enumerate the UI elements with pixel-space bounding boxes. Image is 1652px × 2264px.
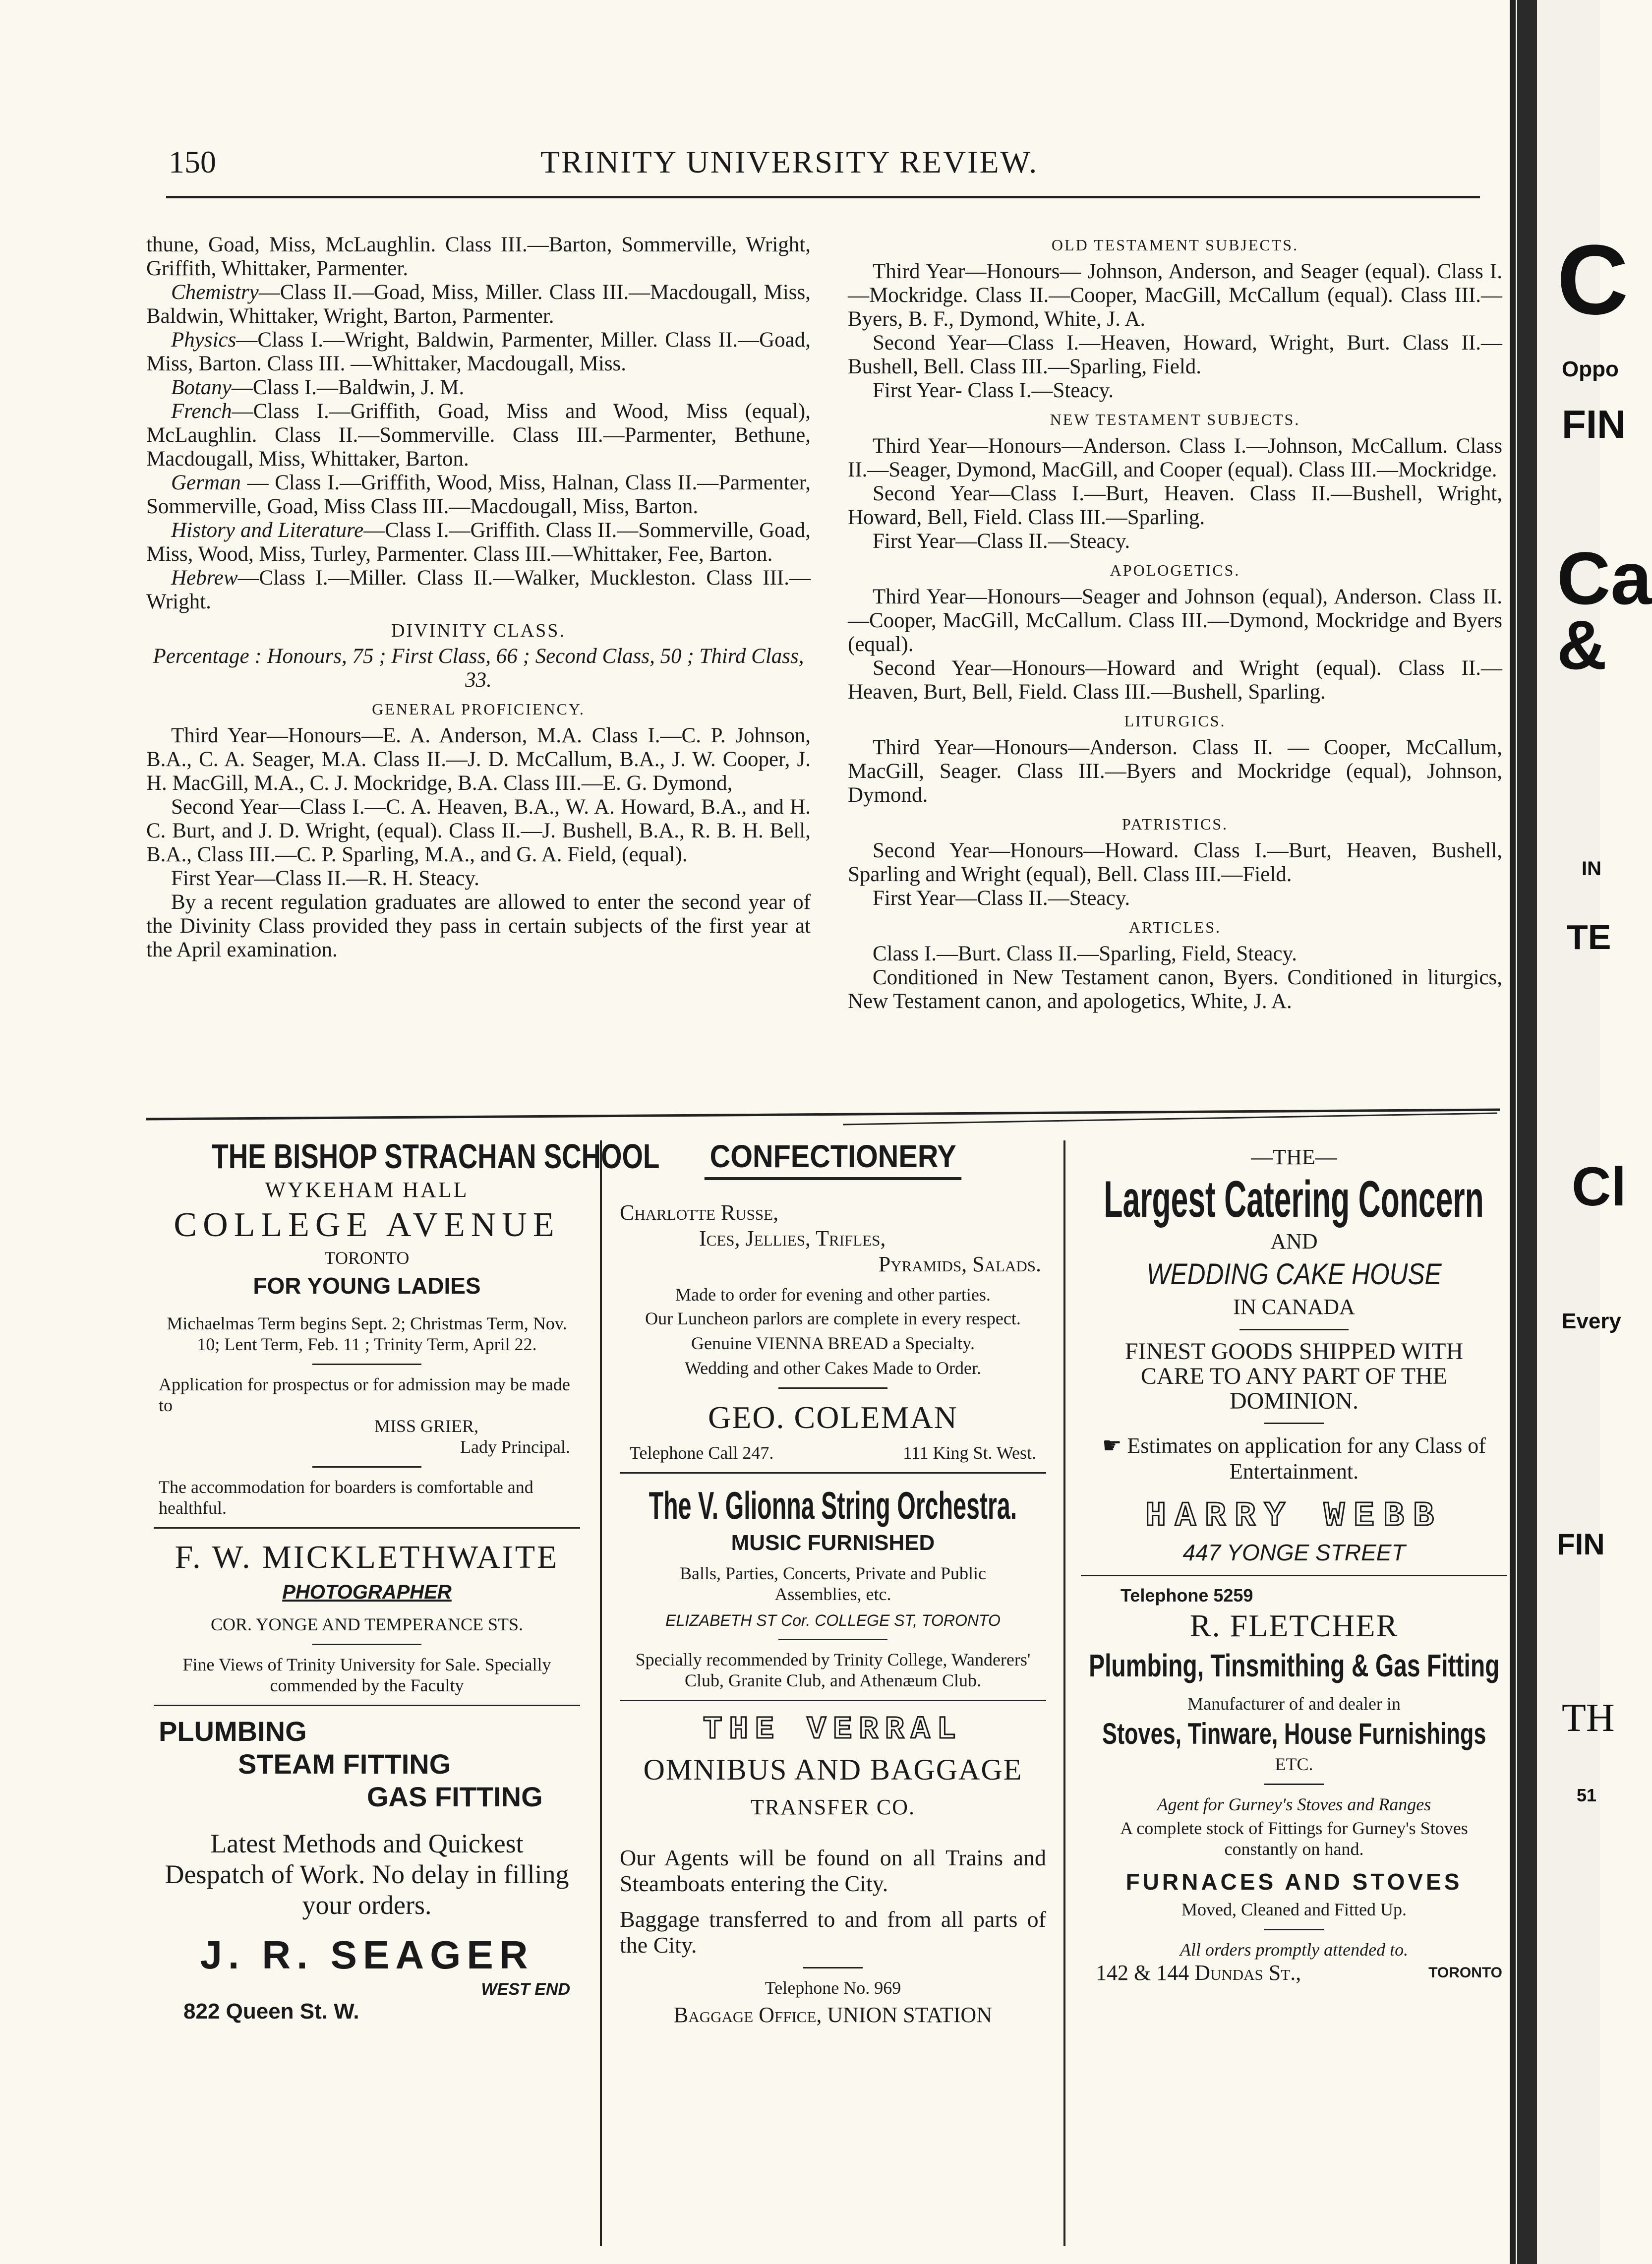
ad-text: All orders promptly attended to. <box>1180 1940 1409 1960</box>
ad-name: R. FLETCHER <box>1189 1608 1399 1643</box>
ad-name: HARRY WEBB <box>1145 1497 1443 1536</box>
adjoining-page-edge <box>1537 0 1600 2264</box>
edge-fragment: & <box>1557 606 1607 684</box>
divider <box>312 1644 421 1645</box>
ad-line: STEAM FITTING <box>238 1748 451 1780</box>
chemistry-results <box>146 281 811 328</box>
french-results <box>146 400 811 471</box>
subject-results: —Class I.—Baldwin, J. M. <box>231 376 465 399</box>
paragraph: First Year—Class II.—R. H. Steacy. <box>171 867 479 890</box>
ad-column-rule <box>1063 1140 1065 2246</box>
edge-fragment: FIN <box>1557 1528 1605 1561</box>
subject-results: —Class I.—Miller. Class II.—Walker, Muckleston. Class III.—Wright. <box>146 566 811 613</box>
divider <box>1264 1784 1324 1785</box>
ad-line: Pyramids, Salads. <box>878 1252 1041 1276</box>
edge-fragment: Oppo <box>1562 357 1619 381</box>
ad-company: TRANSFER CO. <box>750 1795 916 1819</box>
subject-results: —Class I.—Griffith, Goad, Miss and Wood, Miss (equal), McLaughlin. Class II.—Sommerville. Class III.—Parmenter, Bethune, Macdougall, Miss, Whittaker, Barton. <box>146 400 811 471</box>
section-heading: NEW TESTAMENT SUBJECTS. <box>1050 411 1300 428</box>
subject-label: German <box>171 471 241 494</box>
ad-text: Wedding and other Cakes Made to Order. <box>685 1358 981 1378</box>
ad-name: GEO. COLEMAN <box>708 1400 958 1435</box>
ad-subtitle: WEDDING CAKE HOUSE <box>1146 1257 1442 1291</box>
ad-text: Our Luncheon parlors are complete in every respect. <box>645 1309 1021 1328</box>
subject-label: Botany <box>171 376 232 399</box>
ad-subtitle: WYKEHAM HALL <box>265 1178 469 1202</box>
ad-column-middle <box>615 1135 1051 2028</box>
right-text-column <box>848 233 1502 1013</box>
paragraph: Third Year—Honours—Anderson. Class I.—Johnson, McCallum. Class II.—Seager, Dymond, MacGill, and Cooper (equal). Class III.—Mockridge. <box>848 434 1502 481</box>
paragraph: thune, Goad, Miss, McLaughlin. Class III.—Barton, Sommerville, Wright, Griffith, Whittaker, Parmenter. <box>146 233 811 280</box>
edge-fragment: Cl <box>1572 1156 1626 1217</box>
section-divider-rule <box>146 1108 1500 1120</box>
german-results <box>146 471 811 519</box>
section-heading: DIVINITY CLASS. <box>391 620 566 641</box>
ad-kicker: —THE— <box>1251 1145 1337 1169</box>
verral-ad <box>615 1710 1051 2028</box>
percentage-line: Percentage : Honours, 75 ; First Class, 66 ; Second Class, 50 ; Third Class, 33. <box>153 645 804 692</box>
ad-application: Application for prospectus or for admission may be made to <box>159 1374 570 1415</box>
harry-webb-ad <box>1076 1144 1512 1566</box>
paragraph: First Year—Class II.—Steacy. <box>873 530 1130 553</box>
ad-tagline: MUSIC FURNISHED <box>731 1531 935 1555</box>
ad-street: COLLEGE AVENUE <box>174 1206 560 1244</box>
ad-name: J. R. SEAGER <box>200 1933 534 1977</box>
physics-results <box>146 328 811 376</box>
section-heading: LITURGICS. <box>1124 712 1226 730</box>
edge-fragment: FIN <box>1562 402 1626 446</box>
confectionery-ad <box>615 1135 1051 1463</box>
ad-title: CONFECTIONERY <box>705 1135 962 1180</box>
ad-text: Balls, Parties, Concerts, Private and Public Assemblies, etc. <box>680 1563 986 1604</box>
ad-text: Genuine VIENNA BREAD a Specialty. <box>691 1333 975 1353</box>
paragraph: Third Year—Honours— Johnson, Anderson, and Seager (equal). Class I.—Mockridge. Class II.—Cooper, MacGill, McCallum (equal). Class III.—Byers, B. F., Dymond, White, J. A. <box>848 260 1502 331</box>
ad-text: ETC. <box>1275 1754 1313 1774</box>
paragraph: Second Year—Honours—Howard and Wright (equal). Class II.—Heaven, Burt, Bell, Field. Class III.—Bushell, Sparling. <box>848 656 1502 704</box>
ad-text: A complete stock of Fittings for Gurney's Stoves constantly on hand. <box>1120 1818 1468 1859</box>
paragraph: Second Year—Class I.—Heaven, Howard, Wright, Burt. Class II.—Bushell, Bell. Class III.—Sparling, Field. <box>848 331 1502 378</box>
ad-subtitle: OMNIBUS AND BAGGAGE <box>643 1753 1023 1786</box>
ad-boarders: The accommodation for boarders is comfortable and healthful. <box>159 1477 533 1518</box>
divider <box>778 1639 887 1640</box>
paragraph: Second Year—Class I.—C. A. Heaven, B.A., W. A. Howard, B.A., and H. C. Burt, and J. D. Wright, (equal). Class II.—J. Bushell, B.A., R. B. H. Bell, B.A., Class III.—C. P. Sparling, M.A., and G. A. Field, (equal). <box>146 795 811 866</box>
ad-text: IN CANADA <box>1233 1295 1355 1319</box>
paragraph: Second Year—Honours—Howard. Class I.—Burt, Heaven, Bushell, Sparling and Wright (equal), Bell. Class III.—Field. <box>848 839 1502 886</box>
subject-label: French <box>171 400 232 423</box>
ad-address: ELIZABETH ST Cor. COLLEGE ST, TORONTO <box>665 1611 1001 1629</box>
ad-text: Manufacturer of and dealer in <box>1187 1694 1401 1714</box>
ad-role: PHOTOGRAPHER <box>282 1581 452 1603</box>
subject-results: —Class I.—Griffith. Class II.—Sommerville, Goad, Miss, Wood, Miss, Turley, Parmenter. Class III.—Whittaker, Fee, Barton. <box>146 519 811 566</box>
ad-address: COR. YONGE AND TEMPERANCE STS. <box>210 1614 524 1634</box>
ad-text: AND <box>1270 1229 1318 1253</box>
paragraph: Second Year—Class I.—Burt, Heaven. Class II.—Bushell, Wright, Howard, Bell, Field. Class III.—Sparling. <box>848 482 1502 529</box>
ad-address-row <box>1096 1960 1502 1986</box>
paragraph: Third Year—Honours—Seager and Johnson (equal), Anderson. Class II.—Cooper, MacGill, McCallum. Class III.—Dymond, Mockridge and Byers (equal). <box>848 585 1502 656</box>
ad-line: PLUMBING <box>159 1716 307 1747</box>
ad-separator <box>1081 1575 1507 1576</box>
hebrew-results <box>146 566 811 614</box>
ad-line: Charlotte Russe, <box>620 1200 779 1225</box>
paragraph: Class I.—Burt. Class II.—Sparling, Field, Steacy. <box>873 942 1297 965</box>
edge-fragment: Ca <box>1557 536 1652 620</box>
ad-phone: Telephone No. 969 <box>765 1978 901 1998</box>
edge-fragment: IN <box>1582 858 1601 880</box>
divider <box>1264 1423 1324 1424</box>
ad-title: The V. Glionna String Orchestra. <box>649 1484 1017 1527</box>
running-title: TRINITY UNIVERSITY REVIEW. <box>540 144 1039 179</box>
ad-address: 111 King St. West. <box>903 1443 1036 1463</box>
principal-title: Lady Principal. <box>460 1437 570 1457</box>
divider <box>312 1364 421 1365</box>
ad-separator <box>154 1527 580 1529</box>
ad-products: Stoves, Tinware, House Furnishings <box>1102 1717 1486 1750</box>
ad-column-right <box>1076 1135 1512 1986</box>
ad-text: FURNACES AND STOVES <box>1125 1869 1463 1895</box>
edge-fragment: TE <box>1567 918 1611 956</box>
ad-text: Agent for Gurney's Stoves and Ranges <box>1157 1794 1431 1814</box>
divider <box>778 1387 887 1389</box>
ad-west-end: WEST END <box>481 1980 570 1999</box>
history-results <box>146 519 811 566</box>
ad-terms: Michaelmas Term begins Sept. 2; Christmas Term, Nov. 10; Lent Term, Feb. 11 ; Trinity Term, April 22. <box>167 1313 567 1354</box>
section-heading: GENERAL PROFICIENCY. <box>372 700 585 718</box>
ad-address: 447 YONGE STREET <box>1182 1540 1406 1565</box>
ad-text: Moved, Cleaned and Fitted Up. <box>1181 1900 1407 1919</box>
edge-fragment: TH <box>1562 1696 1615 1740</box>
seager-ad <box>149 1715 585 2024</box>
section-heading: APOLOGETICS. <box>1110 561 1240 579</box>
micklethwaite-ad <box>149 1538 585 1696</box>
divider <box>312 1466 421 1468</box>
ad-address: Baggage Office, UNION STATION <box>674 2003 992 2027</box>
left-text-column <box>146 233 811 962</box>
ad-text <box>1086 1433 1502 1485</box>
fletcher-ad <box>1076 1585 1512 1986</box>
paragraph: Third Year—Honours—Anderson. Class II. — Cooper, McCallum, MacGill, Seager. Class III.—Byers and Mockridge (equal), Johnson, Dymond. <box>848 736 1502 807</box>
ad-city: TORONTO <box>1428 1965 1502 1981</box>
ad-text: FINEST GOODS SHIPPED WITH CARE TO ANY PART OF THE DOMINION. <box>1124 1338 1464 1414</box>
botany-results <box>146 376 811 400</box>
divider <box>1239 1329 1349 1330</box>
edge-fragment: C <box>1557 225 1629 335</box>
ad-title: F. W. MICKLETHWAITE <box>175 1539 559 1575</box>
ad-text: Latest Methods and Quickest Despatch of Work. No delay in filling your orders. <box>165 1829 569 1920</box>
subject-results: —Class I.—Wright, Baldwin, Parmenter, Miller. Class II.—Goad, Miss, Barton. Class III. —Whittaker, Macdougall, Miss. <box>146 328 811 375</box>
ad-address: 142 & 144 Dundas St., <box>1096 1961 1301 1985</box>
ad-contact-row <box>630 1442 1036 1463</box>
ad-trade: Plumbing, Tinsmithing & Gas Fitting <box>1088 1648 1500 1683</box>
ad-column-rule <box>600 1140 602 2246</box>
ad-phone: Telephone 5259 <box>1121 1585 1253 1606</box>
subject-label: History and Literature <box>171 519 364 542</box>
section-heading: PATRISTICS. <box>1121 815 1229 833</box>
divider <box>1264 1929 1324 1930</box>
ad-text: Our Agents will be found on all Trains and Steamboats entering the City. <box>620 1845 1046 1896</box>
subject-label: Physics <box>171 328 236 352</box>
ad-estimates: Estimates on application for any Class of Entertainment. <box>1127 1433 1486 1484</box>
ad-title: THE BISHOP STRACHAN SCHOOL <box>212 1137 660 1176</box>
subject-label: Chemistry <box>171 281 259 304</box>
subject-results: —Class II.—Goad, Miss, Miller. Class III.—Macdougall, Miss, Baldwin, Whittaker, Wright, Barton, Parmenter. <box>146 281 811 328</box>
ad-city: TORONTO <box>324 1248 410 1268</box>
header-rule <box>166 196 1480 198</box>
ad-tagline: FOR YOUNG LADIES <box>253 1273 481 1299</box>
edge-fragment: Every <box>1562 1309 1621 1333</box>
ad-separator <box>620 1472 1046 1474</box>
subject-label: Hebrew <box>171 566 238 590</box>
bishop-strachan-ad <box>149 1135 660 1518</box>
divider <box>803 1967 863 1968</box>
ad-text: Baggage transferred to and from all parts of the City. <box>620 1907 1046 1958</box>
ad-separator <box>154 1705 580 1706</box>
ad-views: Fine Views of Trinity University for Sale. Specially commended by the Faculty <box>182 1655 551 1695</box>
paragraph: Conditioned in New Testament canon, Byers. Conditioned in liturgics, New Testament canon, and apologetics, White, J. A. <box>848 966 1502 1013</box>
paragraph: Third Year—Honours—E. A. Anderson, M.A. Class I.—C. P. Johnson, B.A., C. A. Seager, M.A. Class II.—J. D. McCallum, B.A., J. W. Cooper, J. H. MacGill, M.A., C. J. Mockridge, B.A. Class III.—E. G. Dymond, <box>146 724 811 795</box>
paragraph: By a recent regulation graduates are allowed to enter the second year of the Divinity Class provided they pass in certain subjects of the first year at the April examination. <box>146 891 811 961</box>
paragraph: First Year- Class I.—Steacy. <box>873 379 1114 402</box>
ad-address: 822 Queen St. W. <box>183 1999 359 2024</box>
ad-phone: Telephone Call 247. <box>630 1443 774 1463</box>
ad-text: Specially recommended by Trinity College, Wanderers' Club, Granite Club, and Athenæum Club. <box>635 1650 1031 1690</box>
ad-line: Ices, Jellies, Trifles, <box>699 1226 886 1251</box>
section-heading: OLD TESTAMENT SUBJECTS. <box>1051 236 1299 254</box>
glionna-ad <box>615 1483 1051 1691</box>
ad-separator <box>620 1700 1046 1701</box>
ad-text: Made to order for evening and other parties. <box>675 1285 991 1305</box>
ad-column-left <box>149 1135 660 2024</box>
paragraph: First Year—Class II.—Steacy. <box>873 887 1130 910</box>
edge-fragment: 51 <box>1577 1785 1597 1805</box>
principal-name: MISS GRIER, <box>374 1416 479 1436</box>
ad-title: Largest Catering Concern <box>1104 1171 1484 1228</box>
ad-title: THE VERRAL <box>703 1712 963 1748</box>
subject-results: — Class I.—Griffith, Wood, Miss, Halnan, Class II.—Parmenter, Sommerville, Goad, Miss Class III.—Macdougall, Miss, Barton. <box>146 471 811 518</box>
pointing-hand-icon: ☛ <box>1102 1433 1127 1458</box>
page-number: 150 <box>169 144 216 179</box>
section-heading: ARTICLES. <box>1129 918 1221 936</box>
ad-line: GAS FITTING <box>367 1781 543 1812</box>
